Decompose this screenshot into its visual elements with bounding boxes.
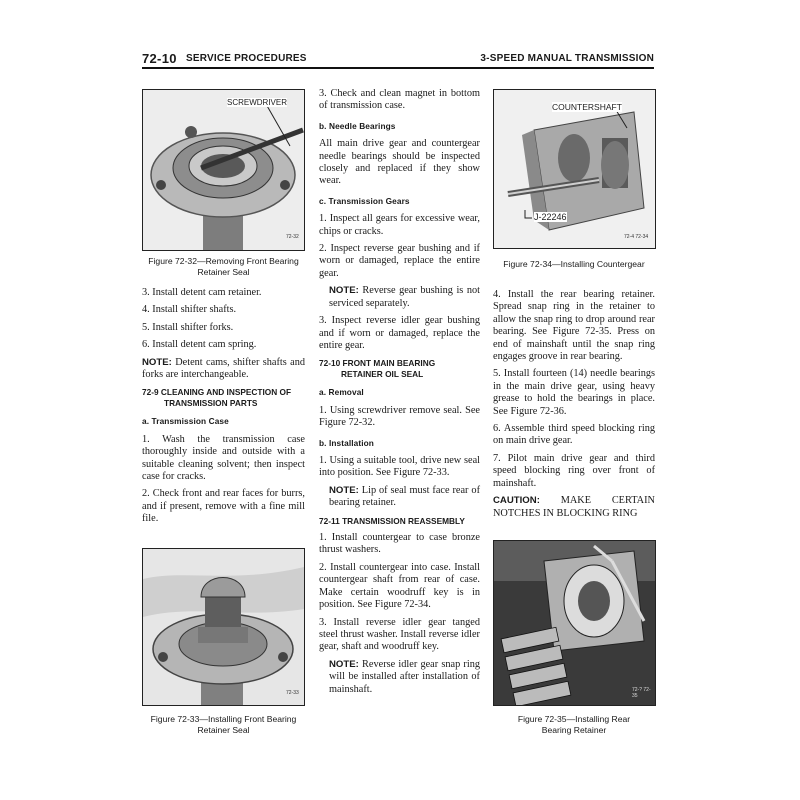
- caption-line: Figure 72-33—Installing Front Bearing: [150, 714, 297, 724]
- note-label: NOTE:: [329, 484, 359, 496]
- step-text: 3. Inspect reverse idler gear bushing and if worn or damaged, replace the entire gear.: [319, 315, 480, 351]
- column-2: [319, 88, 480, 701]
- figure-code: 72-32: [286, 234, 299, 240]
- step-text: 3. Install reverse idler gear tanged steel thrust washer. Install reverse idler gear, shaft and woodruff key.: [319, 616, 480, 653]
- front-bearing-retainer-photo: [143, 90, 304, 250]
- page-number: 72-10: [142, 51, 177, 66]
- caution-label: CAUTION:: [493, 495, 540, 507]
- note-label: NOTE:: [329, 658, 359, 670]
- figure-72-35-caption: [493, 714, 655, 736]
- step-text: 1. Install countergear to case bronze thrust washers.: [319, 532, 480, 556]
- step-text: 2. Inspect reverse gear bushing and if worn or damaged, replace the entire gear.: [319, 243, 480, 279]
- subheading: a. Transmission Case: [142, 416, 229, 427]
- figure-72-32: [142, 89, 305, 251]
- note: [319, 659, 480, 696]
- step-text: 2. Check front and rear faces for burrs, and if present, remove with a fine mill file.: [142, 488, 305, 525]
- caption-line: Figure 72-32—Removing Front Bearing: [148, 256, 299, 266]
- note-text: Reverse idler gear snap ring will be installed after installation of mainshaft.: [329, 658, 480, 695]
- screwdriver-label: SCREWDRIVER: [227, 98, 288, 107]
- caption-line: Bearing Retainer: [541, 725, 607, 735]
- seal-installation-photo: [143, 549, 304, 705]
- tool-label: J-22246: [534, 212, 567, 222]
- heading-line: RETAINER OIL SEAL: [341, 368, 424, 379]
- caption-line: Retainer Seal: [197, 267, 250, 277]
- note: [319, 285, 480, 310]
- section-title: SERVICE PROCEDURES: [186, 53, 307, 64]
- note-text: Detent cams, shifter shafts and forks are interchangeable.: [142, 356, 306, 381]
- step-text: 6. Install detent cam spring.: [142, 339, 257, 351]
- figure-72-32-caption: [142, 256, 305, 278]
- figure-72-35: [493, 540, 656, 706]
- subheading: b. Needle Bearings: [319, 120, 396, 131]
- note-text: Reverse gear bushing is not serviced separately.: [329, 285, 480, 309]
- heading-line: TRANSMISSION PARTS: [164, 397, 258, 408]
- step-text: 4. Install shifter shafts.: [142, 304, 237, 316]
- figure-code: 72-? 72-35: [632, 687, 651, 699]
- step-text: 1. Using a suitable tool, drive new seal into position. See Figure 72-33.: [319, 454, 480, 479]
- section-heading: 72-11 TRANSMISSION REASSEMBLY: [319, 515, 465, 526]
- step-text: 3. Install detent cam retainer.: [142, 287, 262, 298]
- figure-72-34-caption: Figure 72-34—Installing Countergear: [503, 259, 645, 269]
- note: [142, 357, 305, 382]
- header-rule: [142, 67, 654, 69]
- step-text: 5. Install shifter forks.: [142, 321, 234, 333]
- figure-72-33-caption: [142, 714, 305, 736]
- subheading: b. Installation: [319, 437, 374, 448]
- step-text: 4. Install the rear bearing retainer. Spread snap ring in the retainer to allow the snap ring to drop around rear bearing. See Figure 72-35. Press on end of mainshaft until the snap ring engages groove in rear bearing.: [493, 289, 655, 363]
- figure-code: 72-4 72-34: [624, 234, 649, 240]
- body-text: All main drive gear and countergear needle bearings should be inspected closely and replaced if they show wear.: [319, 138, 480, 187]
- step-text: 1. Wash the transmission case thoroughly inside and outside with a suitable cleaning solvent; then inspect case for cracks.: [142, 433, 305, 483]
- note-text: Lip of seal must face rear of bearing retainer.: [329, 484, 480, 509]
- rear-bearing-retainer-photo: [494, 541, 655, 705]
- step-text: 6. Assemble third speed blocking ring on main drive gear.: [493, 423, 655, 447]
- subheading: c. Transmission Gears: [319, 195, 410, 206]
- caution: [493, 495, 655, 520]
- countergear-installation-photo: [494, 90, 655, 248]
- caption-line: Retainer Seal: [197, 725, 250, 735]
- note-label: NOTE:: [142, 356, 172, 368]
- figure-72-33: [142, 548, 305, 706]
- figure-code: 72-33: [286, 690, 299, 696]
- step-text: 1. Inspect all gears for excessive wear, chips or cracks.: [319, 213, 480, 237]
- step-text: 3. Check and clean magnet in bottom of transmission case.: [319, 88, 480, 112]
- note-label: NOTE:: [329, 285, 359, 297]
- chapter-title: 3-SPEED MANUAL TRANSMISSION: [480, 53, 654, 64]
- page-header: [142, 51, 654, 67]
- section-heading: [319, 358, 480, 379]
- figure-72-34: [493, 89, 656, 249]
- subheading: a. Removal: [319, 387, 364, 398]
- step-text: 2. Install countergear into case. Install countergear shaft from rear of case. Make certain woodruff key is in position. See Figure 72-34.: [319, 561, 480, 611]
- caution-text: MAKE CERTAIN NOTCHES IN BLOCKING RING: [493, 495, 655, 519]
- heading-line: 72-9 CLEANING AND INSPECTION OF: [142, 387, 292, 398]
- note: [319, 485, 480, 510]
- column-1: [142, 287, 305, 531]
- step-text: 5. Install fourteen (14) needle bearings in the main drive gear, using heavy grease to hold the bearings in place. See Figure 72-36.: [493, 368, 655, 417]
- column-3: [493, 289, 655, 525]
- step-text: 7. Pilot main drive gear and third speed blocking ring over front of mainshaft.: [493, 452, 655, 489]
- countershaft-label: COUNTERSHAFT: [552, 102, 622, 112]
- heading-line: 72-10 FRONT MAIN BEARING: [319, 358, 436, 369]
- step-text: 1. Using screwdriver remove seal. See Figure 72-32.: [319, 404, 480, 429]
- section-heading: [142, 387, 305, 408]
- caption-line: Figure 72-35—Installing Rear: [517, 714, 631, 724]
